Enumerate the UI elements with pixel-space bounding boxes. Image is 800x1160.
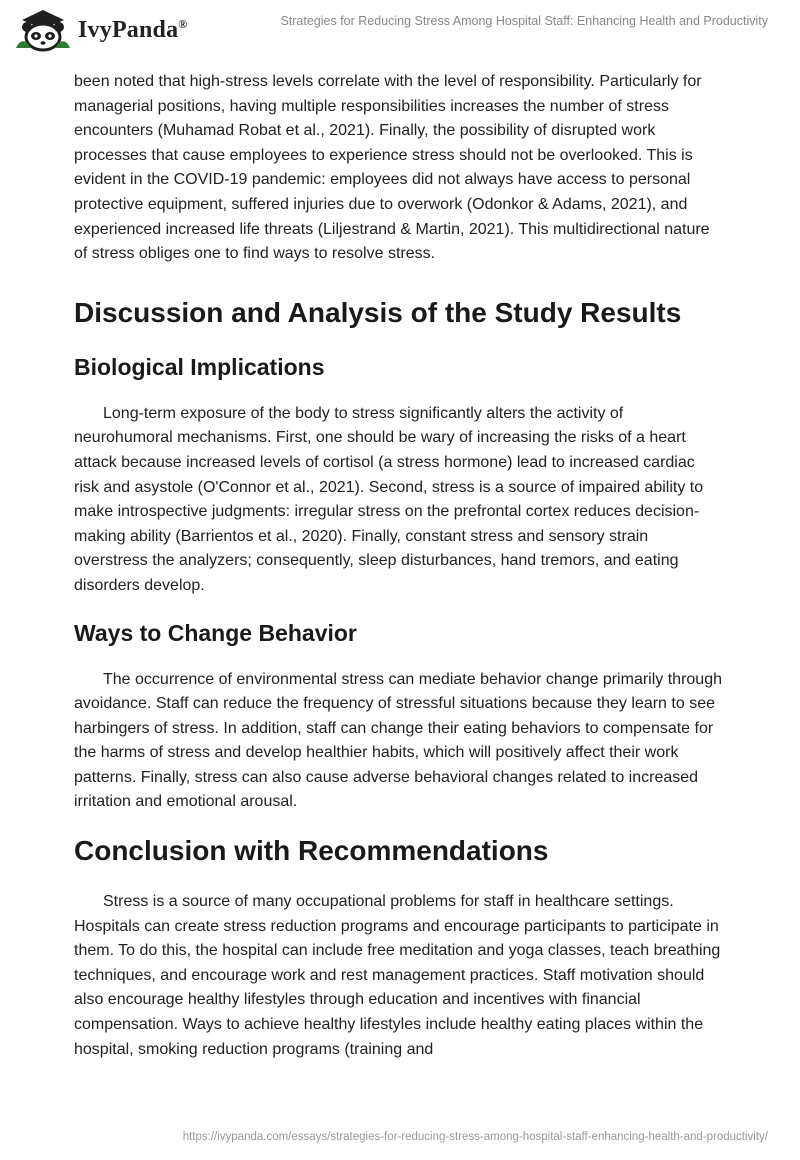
biological-paragraph: Long-term exposure of the body to stress significantly alters the activity of neurohumoral mechanisms. First, one should be wary of increasing the risks of a heart attack because increased levels of cortisol (a stress hormone) lead to increased cardiac risk and asystole (O'Connor et al., 2021). Second, stress is a source of impaired ability to make introspective judgments: irregular stress on the prefrontal cortex reduces decision-making ability (Barrientos et al., 2020). Finally, constant stress and sensory strain overstress the analyzers; consequently, sleep disturbances, hand tremors, and eating disorders develop. bbox=[74, 404, 704, 594]
behavior-heading: Ways to Change Behavior bbox=[74, 619, 357, 646]
brand-logo[interactable] bbox=[14, 8, 187, 52]
behavior-paragraph: The occurrence of environmental stress can mediate behavior change primarily through avoidance. Staff can reduce the frequency of stressful situations because they learn to see harbingers of stress. In addition, staff can change their eating behaviors to compensate for the harms of stress and develop healthier habits, which will positively affect their work patterns. Finally, stress can also cause adverse behavioral changes related to increased irritation and emotional arousal. bbox=[74, 670, 722, 811]
document-title: Strategies for Reducing Stress Among Hospital Staff: Enhancing Health and Productivity bbox=[280, 14, 768, 28]
conclusion-heading: Conclusion with Recommendations bbox=[74, 835, 549, 867]
intro-paragraph: been noted that high-stress levels correlate with the level of responsibility. Particularly for managerial positions, having multiple responsibilities increases the number of stress encounters (Muhamad Robat et al., 2021). Finally, the possibility of disrupted work processes that cause employees to experience stress should not be overlooked. This is evident in the COVID-19 pandemic: employees did not always have access to personal protective equipment, suffered injuries due to overwork (Odonkor & Adams, 2021), and experienced increased life threats (Liljestrand & Martin, 2021). This multidirectional nature of stress obliges one to find ways to resolve stress. bbox=[74, 73, 710, 263]
page-header bbox=[0, 0, 800, 60]
essay-content bbox=[74, 70, 724, 1062]
biological-heading: Biological Implications bbox=[74, 353, 325, 380]
panda-graduate-icon bbox=[14, 8, 72, 52]
source-url[interactable]: https://ivypanda.com/essays/strategies-for-reducing-stress-among-hospital-staff-enhancing-health-and-productivity/ bbox=[182, 1131, 768, 1143]
discussion-heading: Discussion and Analysis of the Study Results bbox=[74, 296, 682, 328]
brand-name: IvyPanda® bbox=[78, 16, 188, 43]
conclusion-paragraph: Stress is a source of many occupational problems for staff in healthcare settings. Hospitals can create stress reduction programs and encourage participants to participate in them. To do this, the hospital can include free meditation and yoga classes, teach breathing techniques, and encourage work and rest management practices. Staff motivation should also encourage healthy lifestyles through education and incentives with financial compensation. Ways to achieve healthy lifestyles include healthy eating places within the hospital, smoking reduction programs (training and bbox=[74, 893, 721, 1058]
